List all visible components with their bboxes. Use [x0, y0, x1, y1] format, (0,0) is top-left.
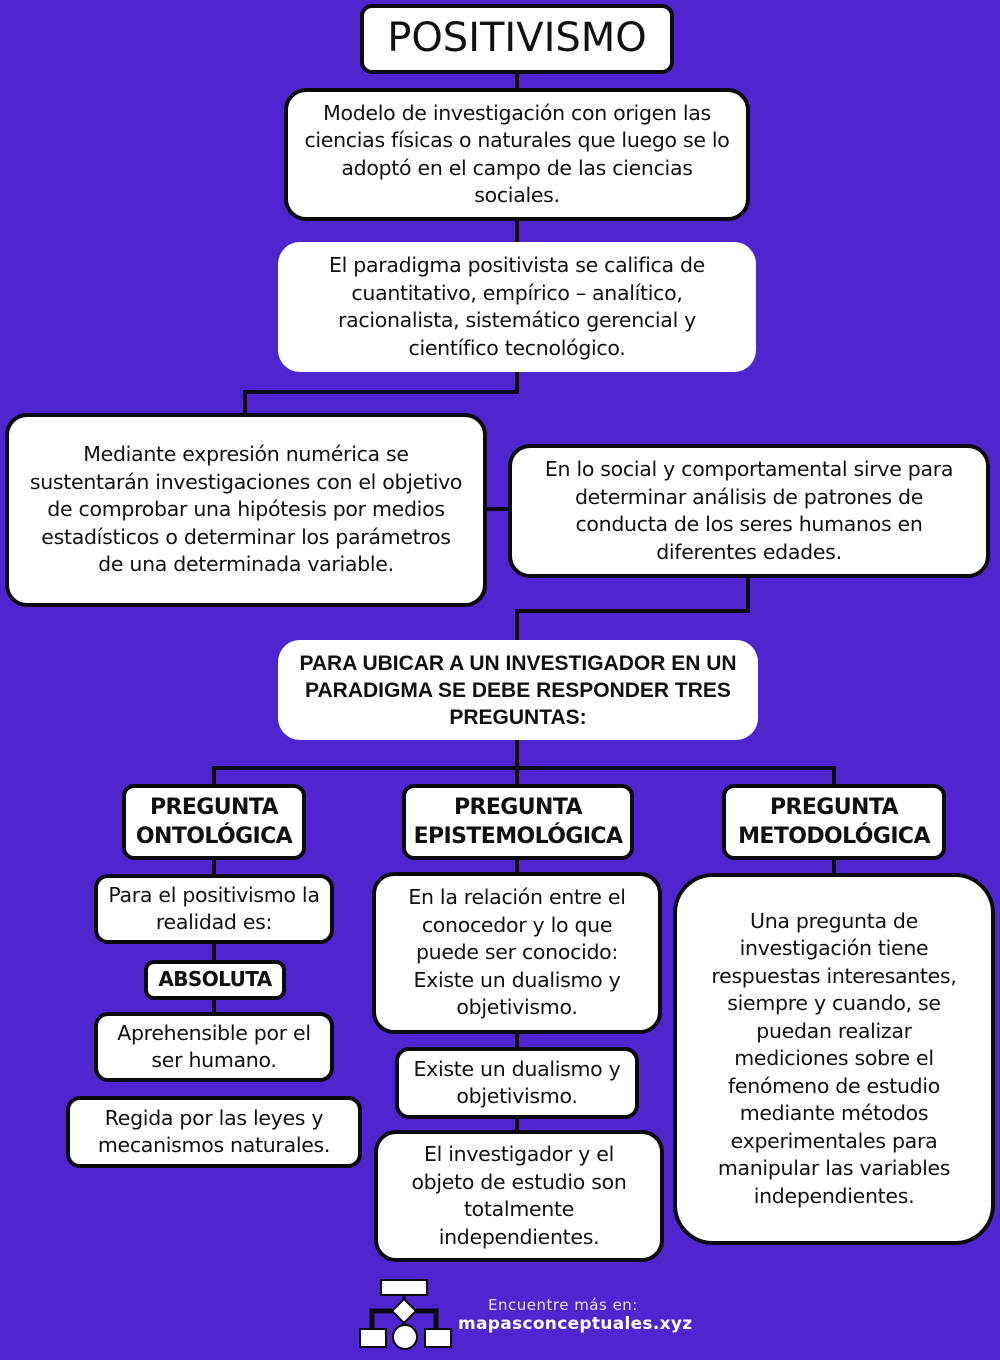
connector [515, 609, 750, 613]
questions-intro-node: PARA UBICAR A UN INVESTIGADOR EN UN PARADIGMA SE DEBE RESPONDER TRES PREGUNTAS: [278, 640, 758, 740]
heading-line: PREGUNTA [454, 795, 582, 820]
ontological-absolute: ABSOLUTA [144, 960, 286, 1000]
epistemological-heading [402, 784, 634, 860]
connector [746, 575, 750, 613]
origin-node: Modelo de investigación con origen las ciencias físicas o naturales que luego se lo adoptó en el campo de las ciencias sociales. [284, 88, 750, 221]
epistemological-item: El investigador y el objeto de estudio son totalmente independientes. [374, 1130, 664, 1262]
flowchart-icon [358, 1278, 454, 1350]
methodological-heading [722, 784, 946, 860]
connector [515, 609, 519, 643]
paradigm-node: El paradigma positivista se califica de cuantitativo, empírico – analítico, racionalista, sistemático gerencial y científico tecnológico. [278, 242, 756, 372]
ontological-item: Para el positivismo la realidad es: [94, 874, 334, 944]
heading-line: EPISTEMOLÓGICA [413, 824, 623, 849]
connector [515, 738, 519, 788]
heading-line: ONTOLÓGICA [135, 824, 293, 849]
footer-prompt: Encuentre más en: [488, 1296, 638, 1314]
ontological-item: Regida por las leyes y mecanismos naturales. [66, 1096, 362, 1168]
epistemological-item: En la relación entre el conocedor y lo que puede ser conocido: Existe un dualismo y objetivismo. [372, 872, 662, 1034]
page-title: POSITIVISMO [360, 4, 674, 74]
ontological-heading [122, 784, 306, 860]
numeric-node: Mediante expresión numérica se sustentarán investigaciones con el objetivo de comprobar una hipótesis por medios estadísticos o determinar los parámetros de una determinada variable. [5, 413, 487, 607]
connector [515, 218, 519, 244]
heading-line: METODOLÓGICA [738, 824, 930, 849]
ontological-item: Aprehensible por el ser humano. [94, 1012, 334, 1082]
heading-line: PREGUNTA [150, 795, 278, 820]
social-node: En lo social y comportamental sirve para determinar análisis de patrones de conducta de los seres humanos en diferentes edades. [508, 444, 990, 578]
epistemological-item: Existe un dualismo y objetivismo. [395, 1047, 639, 1119]
methodological-item: Una pregunta de investigación tiene respuestas interesantes, siempre y cuando, se puedan realizar mediciones sobre el fenómeno de estudio mediante métodos experimentales para manipular las variables independientes. [673, 873, 995, 1245]
heading-line: PREGUNTA [770, 795, 898, 820]
connector [212, 766, 836, 770]
footer-site-link[interactable]: mapasconceptuales.xyz [458, 1314, 693, 1334]
connector [243, 390, 519, 394]
